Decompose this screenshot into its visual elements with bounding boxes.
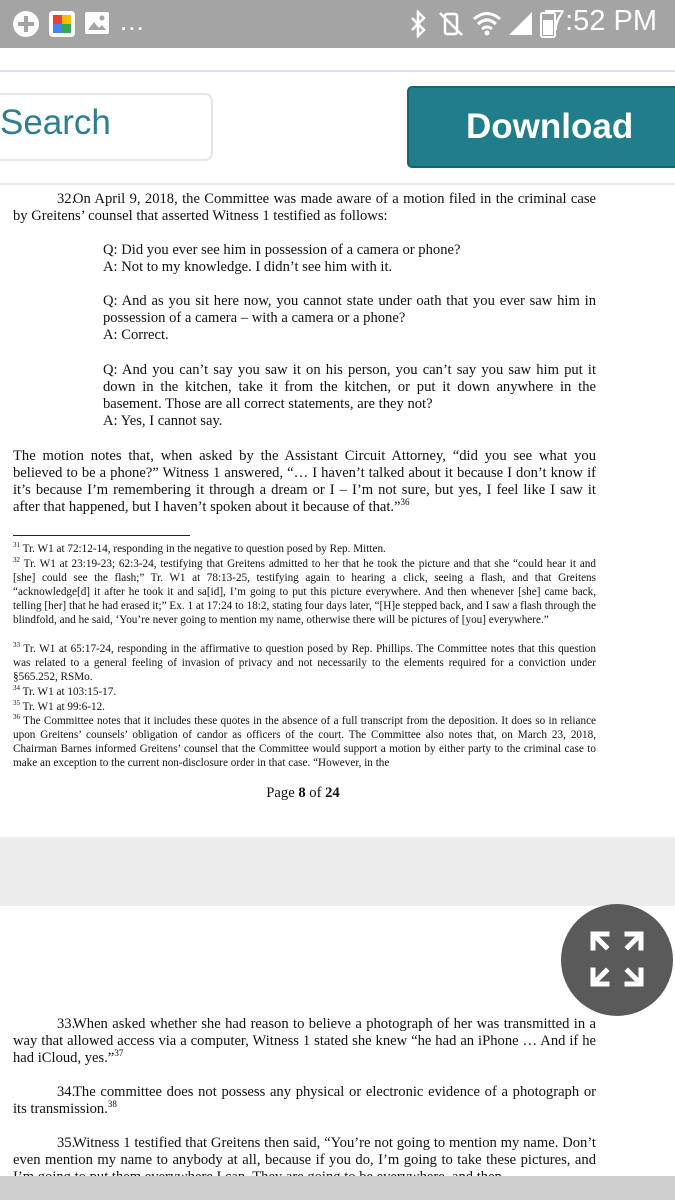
search-label[interactable]: Search [0,103,111,142]
status-bar [0,0,675,48]
footnote-ref-37[interactable]: 37 [114,1048,124,1058]
qa-block-1 [103,242,596,276]
answer-3: A: Yes, I cannot say. [103,413,223,429]
more-notifications: ... [120,6,145,36]
question-3: Q: And you can’t say you saw it on his person, you can’t say you saw him put it down in the kitchen, take it from the kitchen, or put it down anywhere in the basement. Those are all correct statements, are they not? [103,362,596,412]
expand-icon [561,904,673,1016]
footnote-36: $^{36}$ The Committee notes that it includes these quotes in the absence of a full transcript from the deposition. It does so in reliance upon Greitens’ counsels’ obligation of candor as officers of the court. The Committee also notes that, on March 23, 2018, Chairman Barnes informed Greitens’ counsel that the Committee would support a motion by either party to the criminal case to make an exception to the current non-disclosure order in that case. “However, in the [13,713,596,769]
motion-paragraph: The motion notes that, when asked by the Assistant Circuit Attorney, “did you see what you believed to be a phone?” Witness 1 answered, “… I haven’t talked about it because I don’t know if it’s because I’m remembering it through a dream or I – I’m not sure, but yes, I feel like I saw it after that happened, but I haven’t spoken about it because of that.”$^{36}$ [13,448,596,515]
wifi-icon [472,10,502,36]
add-circle-icon [12,10,40,38]
qa-block-3 [103,362,596,430]
bluetooth-icon [408,10,428,38]
page-number: Page 8 of 24 [266,785,340,801]
toolbar-divider [0,70,675,72]
paragraph-33: 33.When asked whether she had reason to believe a photograph of her was transmitted in a way that allowed access via a computer, Witness 1 stated she knew “he had an iPhone … And if he had iCloud, yes.”$^{37}$ [13,1016,596,1066]
footnote-35: $^{35}$ Tr. W1 at 99:6-12. [13,699,105,713]
paragraph-32: 32.On April 9, 2018, the Committee was made aware of a motion filed in the criminal case by Greitens’ counsel that asserted Witness 1 testified as follows: [13,191,596,224]
bottom-edge [0,1176,675,1200]
document-page [0,185,675,837]
vibrate-mute-icon [437,10,465,38]
paragraph-35: 35.Witness 1 testified that Greitens then said, “You’re not going to mention my name. Don’t even mention my name to anybody at all, because if you do, I’m going to take these pictures, and [13,1135,596,1168]
footnote-divider [13,535,190,536]
footnote-31: $^{31}$ Tr. W1 at 72:12-14, responding in the negative to question posed by Rep. Mitten. [13,541,386,555]
answer-1: A: Not to my knowledge. I didn’t see him with it. [103,259,393,275]
signal-icon [507,10,533,36]
question-2: Q: And as you sit here now, you cannot state under oath that you ever saw him in possession of a camera – with a camera or a phone? [103,293,596,326]
paragraph-34: 34.The committee does not possess any physical or electronic evidence of a photograph or its transmission.$^{38}$ [13,1084,596,1117]
question-1: Q: Did you ever see him in possession of a camera or phone? [103,242,461,258]
footnote-34: $^{34}$ Tr. W1 at 103:15-17. [13,684,117,698]
footnote-ref-36[interactable]: 36 [400,497,410,507]
footnote-32: $^{32}$ Tr. W1 at 23:19-23; 62:3-24, testifying that Greitens admitted to her that he took the picture and that she “could hear it and [she] could see the flash;” Tr. W1 at 78:13-25, testifying again to hearing a click, seeing a flash, and that Greitens “acknowledge[d] it after he took it and sa[id], I’m going to put this picture everywhere. And then whenever [she] came back, telling [her] that he had erased it;” Ex. 1 at 17:24 to 18:2, stating four days later, “[H]e stepped back, and I saw a flash through the blindfold, and he said, ‘You’re never going to mention my name, otherwise there will be pictures of [you] everywhere.” [13,556,596,626]
answer-2: A: Correct. [103,327,169,343]
footnote-ref-38[interactable]: 38 [107,1099,117,1109]
photos-app-icon [48,10,76,38]
footnote-33: $^{33}$ Tr. W1 at 65:17-24, responding in the affirmative to question posed by Rep. Phillips. The Committee notes that this question was related to a general feeling of invasion of privacy and not necessarily to the elements required for a conviction under §565.252, RSMo. [13,641,596,683]
clock: 7:52 PM [549,5,657,37]
fullscreen-button[interactable] [561,904,673,1016]
gallery-icon [84,10,110,36]
qa-block-2 [103,293,596,344]
download-button[interactable]: Download [407,86,675,168]
